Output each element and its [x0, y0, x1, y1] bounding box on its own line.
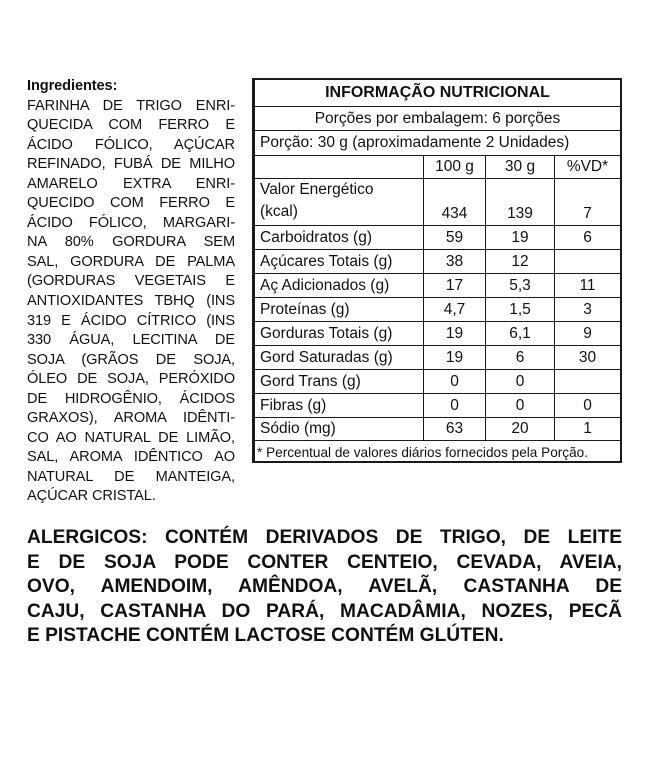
nutrient-label: Gord Trans (g) — [255, 370, 424, 393]
allergen-line: OVO, AMENDOIM, AMÊNDOA, AVELÃ, CASTANHA DE — [27, 576, 622, 598]
nutrient-row-total-sugars — [255, 250, 620, 274]
nutrient-label: Gorduras Totais (g) — [255, 322, 424, 345]
allergen-line: E PISTACHE CONTÉM LACTOSE CONTÉM GLÚTEN. — [27, 625, 504, 647]
nutrient-row-protein — [255, 298, 620, 322]
ingredients-line: ÁCIDO FÓLICO, MARGARI- — [27, 214, 235, 231]
nutrient-row-energy — [255, 179, 620, 226]
servings-row — [255, 107, 620, 131]
value-per-100g: 59 — [424, 226, 486, 249]
value-vd: 30 — [578, 348, 597, 366]
ingredients-title: Ingredientes: — [27, 78, 118, 94]
value-vd: 7 — [583, 205, 592, 222]
column-header-100g: 100 g — [424, 156, 486, 178]
nutrient-row-saturated-fat — [255, 346, 620, 370]
value-per-100g: 0 — [424, 370, 486, 393]
value-per-100g: 19 — [424, 322, 486, 345]
value-per-30g: 5,3 — [486, 274, 555, 297]
serving-size-row — [255, 131, 620, 156]
value-vd: 9 — [583, 324, 592, 342]
nutrient-label: Carboidratos (g) — [255, 226, 424, 249]
ingredients-block — [27, 77, 235, 507]
ingredients-line: (GORDURAS VEGETAIS E — [27, 273, 235, 290]
ingredients-line: AMARELO EXTRA ENRI- — [27, 175, 235, 192]
nutrient-label-line1: Valor Energético — [260, 181, 374, 198]
nutrient-row-sodium — [255, 418, 620, 441]
value-vd: 11 — [579, 276, 596, 294]
serving-size: Porção: 30 g (aproximadamente 2 Unidades) — [260, 134, 570, 151]
ingredients-line: 330 ÁGUA, LECITINA DE — [27, 332, 235, 349]
value-vd — [555, 370, 620, 393]
ingredients-line: ANTIOXIDANTES TBHQ (INS — [27, 293, 235, 310]
value-per-30g: 6 — [486, 346, 555, 369]
value-per-100g: 19 — [424, 346, 486, 369]
ingredients-line: SAL, AROMA IDÊNTICO AO — [27, 449, 235, 466]
value-vd: 3 — [583, 300, 592, 318]
nutrient-row-fiber — [255, 394, 620, 418]
nutrient-label — [255, 179, 424, 225]
value-per-30g: 6,1 — [486, 322, 555, 345]
value-per-30g: 19 — [486, 226, 555, 249]
value-per-100g: 38 — [424, 250, 486, 273]
value-vd: 6 — [583, 228, 592, 246]
ingredients-line: ÁCIDO FÓLICO, AÇÚCAR — [27, 136, 235, 153]
value-per-30g: 0 — [486, 394, 555, 417]
value-per-100g: 0 — [424, 394, 486, 417]
column-header-row — [255, 156, 620, 179]
ingredients-line: SOJA (GRÃOS DE SOJA, — [27, 351, 235, 368]
nutrient-row-trans-fat — [255, 370, 620, 394]
nutrient-row-total-fat — [255, 322, 620, 346]
value-per-100g: 434 — [424, 179, 486, 225]
nutrition-title-row — [255, 80, 620, 107]
nutrition-facts-table — [252, 78, 622, 463]
footnote: * Percentual de valores diários fornecidos pela Porção. — [257, 444, 588, 460]
column-header-vd: %VD* — [566, 158, 609, 175]
ingredients-line: AÇÚCAR CRISTAL. — [27, 488, 156, 505]
ingredients-line: ÓLEO DE SOJA, PERÓXIDO — [27, 371, 235, 388]
value-per-100g: 17 — [424, 274, 486, 297]
nutrient-label: Fibras (g) — [255, 394, 424, 417]
ingredients-line: CO AO NATURAL DE LIMÃO, — [27, 429, 235, 446]
servings-per-package: Porções por embalagem: 6 porções — [314, 109, 561, 127]
value-per-30g: 139 — [486, 179, 555, 225]
nutrition-title: INFORMAÇÃO NUTRICIONAL — [325, 84, 550, 101]
ingredients-line: NA 80% GORDURA SEM — [27, 234, 235, 251]
value-per-30g: 12 — [486, 250, 555, 273]
footnote-row — [255, 441, 620, 463]
allergen-warning — [27, 526, 622, 649]
ingredients-line: SAL, GORDURA DE PALMA — [27, 253, 235, 270]
column-header-30g: 30 g — [486, 156, 555, 178]
ingredients-line: DE HIDROGÊNIO, ÁCIDOS — [27, 390, 235, 407]
column-header-label — [255, 156, 424, 178]
nutrient-row-added-sugars — [255, 274, 620, 298]
allergen-line: ALERGICOS: CONTÉM DERIVADOS DE TRIGO, DE LEITE — [27, 527, 622, 548]
value-per-100g: 63 — [424, 418, 486, 440]
nutrient-label: Açúcares Totais (g) — [255, 250, 424, 273]
ingredients-line: QUECIDA COM FERRO E — [27, 117, 235, 134]
allergen-line: E DE SOJA PODE CONTER CENTEIO, CEVADA, AVEIA, — [27, 551, 622, 573]
value-vd — [555, 250, 620, 273]
ingredients-line: REFINADO, FUBÁ DE MILHO — [27, 156, 235, 173]
nutrient-label: Gord Saturadas (g) — [255, 346, 424, 369]
nutrient-label: Proteínas (g) — [255, 298, 424, 321]
allergen-line: CAJU, CASTANHA DO PARÁ, MACADÂMIA, NOZES, PECÃ — [27, 600, 622, 622]
value-per-30g: 20 — [486, 418, 555, 440]
value-vd: 1 — [583, 420, 592, 437]
ingredients-line: 319 E ÁCIDO CÍTRICO (INS — [27, 312, 235, 329]
ingredients-line: GRAXOS), AROMA IDÊNTI- — [27, 410, 235, 427]
ingredients-line: FARINHA DE TRIGO ENRI- — [27, 97, 235, 114]
nutrient-label: Aç Adicionados (g) — [255, 274, 424, 297]
value-vd: 0 — [583, 396, 592, 414]
value-per-100g: 4,7 — [424, 298, 486, 321]
ingredients-line: NATURAL DE MANTEIGA, — [27, 468, 235, 485]
value-per-30g: 1,5 — [486, 298, 555, 321]
nutrient-row-carbs — [255, 226, 620, 250]
value-per-30g: 0 — [486, 370, 555, 393]
nutrient-label-line2: (kcal) — [260, 203, 298, 220]
ingredients-line: QUECIDO COM FERRO E — [27, 195, 235, 212]
nutrient-label: Sódio (mg) — [255, 418, 424, 440]
